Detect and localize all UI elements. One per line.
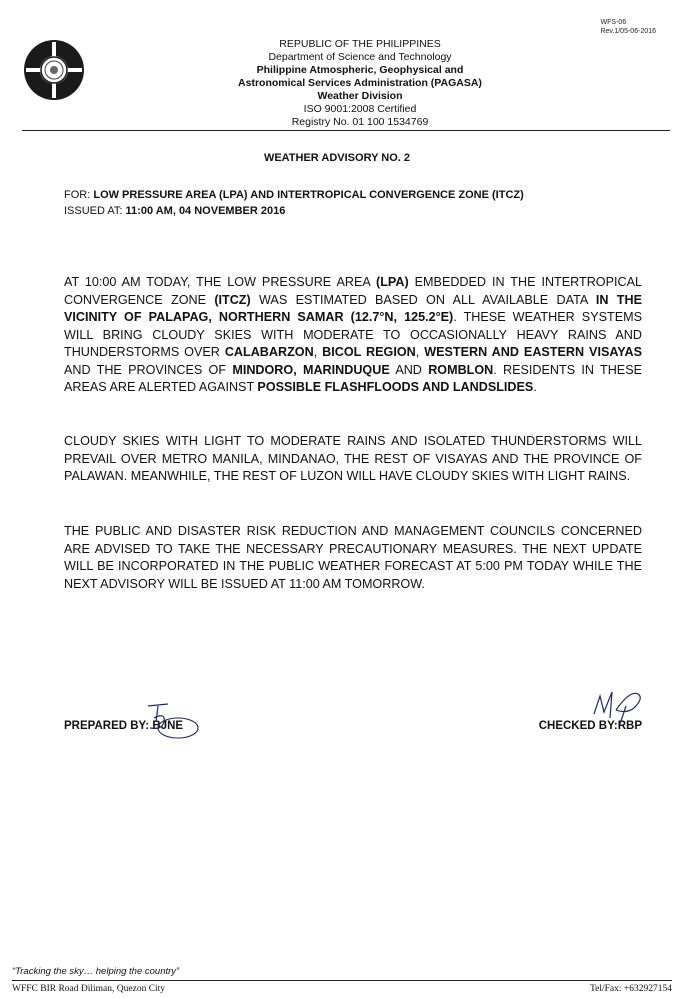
p1-bold: POSSIBLE FLASHFLOODS AND LANDSLIDES xyxy=(257,380,534,394)
form-code-number: WFS-06 xyxy=(600,19,627,26)
paragraph-1 xyxy=(64,274,642,397)
for-line xyxy=(64,187,524,203)
for-value: LOW PRESSURE AREA (LPA) AND INTERTROPICAL CONVERGENCE ZONE (ITCZ) xyxy=(93,189,524,201)
prepared-name: BJNE xyxy=(152,720,184,732)
p1-text: , xyxy=(313,345,323,359)
p2-text: CLOUDY SKIES WITH LIGHT TO MODERATE RAINS AND ISOLATED THUNDERSTORMS WILL PREVAIL OVER METRO MANILA, MINDANAO, THE REST OF VISAYAS AND THE PROVINCE OF PALAWAN. MEANWHILE, THE REST OF LUZON WILL HAVE CLOUDY SKIES WITH LIGHT RAINS. xyxy=(64,434,642,483)
p1-text: AT 10:00 AM TODAY, THE LOW PRESSURE AREA xyxy=(64,275,377,289)
paragraph-2 xyxy=(64,433,642,486)
form-code-revision: Rev.1/05-06-2016 xyxy=(600,28,656,35)
pagasa-logo xyxy=(22,38,86,102)
p3-text: THE PUBLIC AND DISASTER RISK REDUCTION AND MANAGEMENT COUNCILS CONCERNED ARE ADVISED TO TAKE THE NECESSARY PRECAUTIONARY MEASURES. THE NEXT UPDATE WILL BE INCORPORATED IN THE PUBLIC WEATHER FORECAST AT 5:00 PM TODAY WHILE THE NEXT ADVISORY WILL BE ISSUED AT 11:00 AM TOMORROW. xyxy=(64,524,642,591)
p1-text: AND xyxy=(389,362,429,377)
header-agency-line2: Astronomical Services Administration (PAGASA) xyxy=(238,77,482,89)
paragraph-3 xyxy=(64,523,642,593)
p1-text: . THESE WEATHER SYSTEMS WILL BRING CLOUDY SKIES WITH MODERATE TO OCCASIONALLY HEAVY RAINS AND THUNDERSTORMS OVER xyxy=(64,310,642,359)
header-department: Department of Science and Technology xyxy=(268,51,452,63)
p1-text: , xyxy=(415,345,425,359)
header-registry: Registry No. 01 100 1534769 xyxy=(291,116,429,128)
footer-telfax: Tel/Fax: +632927154 xyxy=(589,984,672,994)
p1-text: . RESIDENTS IN THESE AREAS ARE ALERTED AGAINST xyxy=(64,362,643,394)
checked-name: RBP xyxy=(617,720,642,732)
form-code xyxy=(600,18,656,36)
footer-address: WFFC BIR Road Diliman, Quezon City xyxy=(12,984,166,994)
p1-text: EMBEDDED IN THE INTERTROPICAL CONVERGENCE ZONE xyxy=(64,275,642,307)
p1-text: AND THE PROVINCES OF xyxy=(64,362,233,377)
for-label: FOR: xyxy=(64,189,94,201)
agency-header xyxy=(160,38,560,129)
issued-line xyxy=(64,203,524,219)
p1-text: . xyxy=(533,380,537,394)
p1-bold: WESTERN AND EASTERN VISAYAS xyxy=(424,345,643,359)
advisory-title: WEATHER ADVISORY NO. 2 xyxy=(263,152,411,164)
footer-divider xyxy=(12,980,672,981)
header-iso: ISO 9001:2008 Certified xyxy=(303,103,417,115)
p1-bold: (LPA) xyxy=(376,275,409,289)
p1-bold: IN THE VICINITY OF PALAPAG, NORTHERN SAMAR (12.7°N, 125.2°E) xyxy=(64,292,642,324)
header-division: Weather Division xyxy=(317,90,403,102)
advisory-subject xyxy=(64,187,524,219)
issued-value: 11:00 AM, 04 NOVEMBER 2016 xyxy=(125,205,286,217)
p1-bold: MINDORO, MARINDUQUE xyxy=(232,362,390,377)
header-republic: REPUBLIC OF THE PHILIPPINES xyxy=(279,38,441,50)
p1-bold: ROMBLON xyxy=(428,362,494,377)
checked-label: CHECKED BY: xyxy=(538,720,618,732)
issued-label: ISSUED AT: xyxy=(64,205,126,217)
p1-text: WAS ESTIMATED BASED ON ALL AVAILABLE DATA xyxy=(250,292,596,307)
signature2-icon xyxy=(586,684,650,730)
prepared-label: PREPARED BY: xyxy=(64,720,153,732)
p1-bold: (ITCZ) xyxy=(214,292,251,307)
p1-bold: BICOL REGION xyxy=(322,345,416,359)
signature1-icon xyxy=(140,700,210,742)
header-agency-line1: Philippine Atmospheric, Geophysical and xyxy=(256,64,464,76)
header-divider xyxy=(22,130,670,131)
footer-tagline: “Tracking the sky… helping the country” xyxy=(12,966,180,977)
p1-bold: CALABARZON xyxy=(224,345,314,359)
